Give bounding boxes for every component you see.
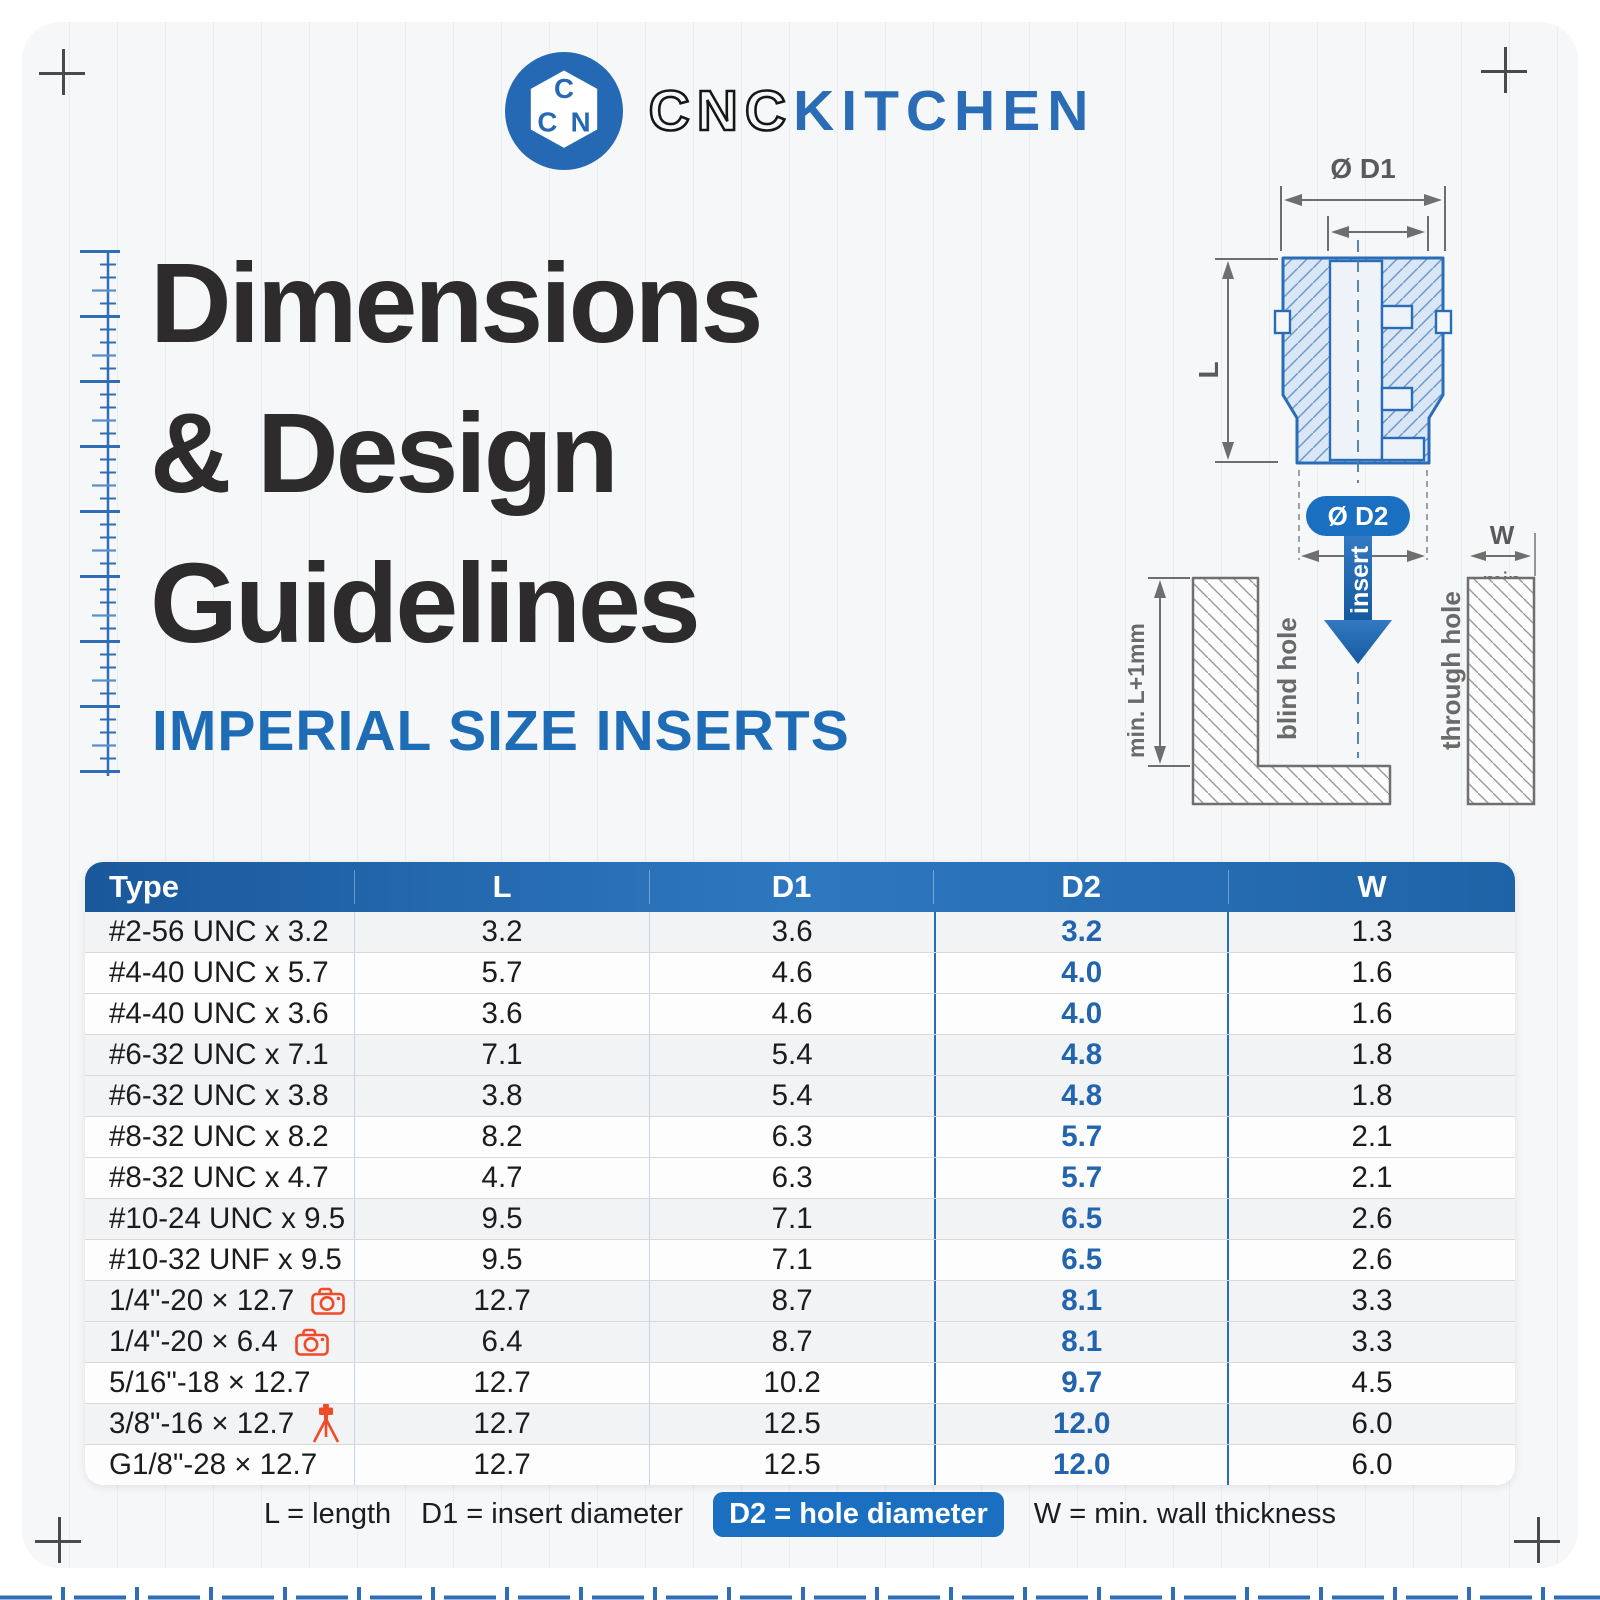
insert-type-text: 1/4"-20 × 6.4 bbox=[109, 1325, 278, 1358]
cell-d1-value: 10.2 bbox=[763, 1366, 821, 1399]
cell-d2-value: 12.0 bbox=[934, 1404, 1229, 1444]
cell-d2-value: 4.0 bbox=[934, 953, 1229, 993]
svg-text:N: N bbox=[570, 106, 591, 138]
cell-w-value: 1.3 bbox=[1351, 915, 1393, 948]
column-header-w: W bbox=[1357, 869, 1387, 904]
column-header-d1: D1 bbox=[650, 870, 935, 904]
cell-l-value: 9.5 bbox=[355, 1240, 650, 1280]
legend-l: L = length bbox=[264, 1498, 392, 1530]
cell-l-value: 5.7 bbox=[355, 953, 650, 993]
cell-type bbox=[85, 912, 355, 952]
through-hole-label: through hole bbox=[1436, 591, 1466, 750]
column-header-type: Type bbox=[85, 870, 355, 904]
blind-hole-label: blind hole bbox=[1272, 617, 1302, 740]
cell-type bbox=[85, 1117, 355, 1157]
legend bbox=[0, 1492, 1600, 1537]
cell-l-value: 3.6 bbox=[355, 994, 650, 1034]
d2-dimension-label: Ø D2 bbox=[1327, 501, 1389, 531]
cnc-kitchen-logo-icon bbox=[505, 52, 623, 170]
cell-d2-value: 6.5 bbox=[934, 1199, 1229, 1239]
cell-d1-value: 8.7 bbox=[771, 1325, 813, 1358]
cell-w-value: 2.6 bbox=[1351, 1243, 1393, 1276]
cell-d2-value: 4.0 bbox=[934, 994, 1229, 1034]
cell-d2-value: 12.0 bbox=[934, 1445, 1229, 1485]
table-row bbox=[85, 1403, 1515, 1444]
insert-technical-diagram bbox=[1118, 148, 1538, 818]
cell-type bbox=[85, 1158, 355, 1198]
column-header-l: L bbox=[355, 870, 650, 904]
table-row bbox=[85, 912, 1515, 952]
cell-l-value: 12.7 bbox=[355, 1445, 650, 1485]
title-line-2: & Design bbox=[150, 390, 616, 516]
insert-type-text: #2-56 UNC x 3.2 bbox=[109, 915, 329, 948]
cell-d1-value: 5.4 bbox=[771, 1079, 813, 1112]
table-row bbox=[85, 993, 1515, 1034]
d1-extension-lines bbox=[1281, 186, 1445, 251]
insert-type-text: #8-32 UNC x 8.2 bbox=[109, 1120, 329, 1153]
cell-d1-value: 4.6 bbox=[771, 956, 813, 989]
camera-icon bbox=[310, 1286, 346, 1316]
cell-w-value: 6.0 bbox=[1351, 1407, 1393, 1440]
cell-l-value: 12.7 bbox=[355, 1363, 650, 1403]
bottom-ruler-decoration-icon bbox=[0, 1587, 1600, 1600]
cell-d2-value: 5.7 bbox=[934, 1117, 1229, 1157]
table-row bbox=[85, 1321, 1515, 1362]
cell-type bbox=[85, 1404, 355, 1444]
svg-text:C: C bbox=[553, 73, 574, 105]
insert-type-text: 3/8"-16 × 12.7 bbox=[109, 1407, 295, 1440]
insert-type-text: #10-32 UNF x 9.5 bbox=[109, 1243, 342, 1276]
table-row bbox=[85, 1157, 1515, 1198]
tripod-icon bbox=[310, 1404, 342, 1444]
table-row bbox=[85, 1239, 1515, 1280]
camera-icon bbox=[294, 1327, 330, 1357]
cell-w-value: 1.6 bbox=[1351, 997, 1393, 1030]
cell-d1-value: 4.6 bbox=[771, 997, 813, 1030]
cell-d2-value: 4.8 bbox=[934, 1035, 1229, 1075]
insert-type-text: #8-32 UNC x 4.7 bbox=[109, 1161, 329, 1194]
legend-w: W = min. wall thickness bbox=[1033, 1498, 1336, 1530]
min-depth-label: min. L+1mm bbox=[1123, 623, 1149, 758]
table-body bbox=[85, 912, 1515, 1485]
column-header-d2: D2 bbox=[934, 870, 1229, 904]
table-row bbox=[85, 1198, 1515, 1239]
logo-kitchen-text: KITCHEN bbox=[793, 79, 1096, 143]
cell-d2-value: 8.1 bbox=[934, 1281, 1229, 1321]
cell-d1-value: 5.4 bbox=[771, 1038, 813, 1071]
table-row bbox=[85, 952, 1515, 993]
cell-d2-value: 3.2 bbox=[934, 912, 1229, 952]
cell-d1-value: 3.6 bbox=[771, 915, 813, 948]
cell-d2-value: 9.7 bbox=[934, 1363, 1229, 1403]
page-subtitle: IMPERIAL SIZE INSERTS bbox=[152, 699, 850, 763]
cell-w-value: 2.1 bbox=[1351, 1120, 1393, 1153]
table-row bbox=[85, 1444, 1515, 1485]
cell-type bbox=[85, 1363, 355, 1403]
insert-type-text: #6-32 UNC x 3.8 bbox=[109, 1079, 329, 1112]
l-dimension-label: L bbox=[1193, 361, 1224, 379]
cell-d2-value: 5.7 bbox=[934, 1158, 1229, 1198]
table-header bbox=[85, 862, 1515, 912]
svg-text:C: C bbox=[537, 106, 557, 138]
table-row bbox=[85, 1280, 1515, 1321]
cell-l-value: 12.7 bbox=[355, 1281, 650, 1321]
cell-type bbox=[85, 1199, 355, 1239]
cell-type bbox=[85, 1445, 355, 1485]
cell-d1-value: 12.5 bbox=[763, 1448, 821, 1481]
d1-dimension-label: Ø D1 bbox=[1330, 153, 1396, 184]
cell-type bbox=[85, 1322, 355, 1362]
cell-w-value: 6.0 bbox=[1351, 1448, 1393, 1481]
w-dimension-label: W bbox=[1489, 520, 1515, 550]
cell-d2-value: 8.1 bbox=[934, 1322, 1229, 1362]
cell-type bbox=[85, 1035, 355, 1075]
logo-wordmark bbox=[649, 78, 1096, 144]
cell-w-value: 2.1 bbox=[1351, 1161, 1393, 1194]
cell-type bbox=[85, 1281, 355, 1321]
cell-l-value: 9.5 bbox=[355, 1199, 650, 1239]
insert-type-text: #4-40 UNC x 3.6 bbox=[109, 997, 329, 1030]
cell-type bbox=[85, 1076, 355, 1116]
cell-w-value: 3.3 bbox=[1351, 1325, 1393, 1358]
insert-bore bbox=[1330, 261, 1382, 460]
cell-d1-value: 7.1 bbox=[771, 1243, 813, 1276]
insert-type-text: 1/4"-20 × 12.7 bbox=[109, 1284, 295, 1317]
ruler-decoration-icon bbox=[76, 250, 122, 776]
cell-w-value: 1.8 bbox=[1351, 1038, 1393, 1071]
cell-l-value: 3.8 bbox=[355, 1076, 650, 1116]
table-row bbox=[85, 1034, 1515, 1075]
cell-type bbox=[85, 953, 355, 993]
cell-type bbox=[85, 1240, 355, 1280]
insert-type-text: #10-24 UNC x 9.5 bbox=[109, 1202, 346, 1235]
legend-d2-badge: D2 = hole diameter bbox=[713, 1492, 1004, 1537]
cell-l-value: 3.2 bbox=[355, 912, 650, 952]
dimensions-table bbox=[85, 862, 1515, 1485]
cell-w-value: 4.5 bbox=[1351, 1366, 1393, 1399]
through-hole-wall bbox=[1468, 578, 1534, 804]
title-line-1: Dimensions bbox=[150, 240, 761, 366]
cell-w-value: 1.8 bbox=[1351, 1079, 1393, 1112]
cell-l-value: 4.7 bbox=[355, 1158, 650, 1198]
insert-arrow-label: insert bbox=[1346, 545, 1374, 614]
cell-l-value: 12.7 bbox=[355, 1404, 650, 1444]
insert-type-text: #4-40 UNC x 5.7 bbox=[109, 956, 329, 989]
cell-l-value: 8.2 bbox=[355, 1117, 650, 1157]
insert-type-text: 5/16"-18 × 12.7 bbox=[109, 1366, 311, 1399]
cell-d1-value: 8.7 bbox=[771, 1284, 813, 1317]
table-row bbox=[85, 1362, 1515, 1403]
cell-type bbox=[85, 994, 355, 1034]
cell-d1-value: 7.1 bbox=[771, 1202, 813, 1235]
cell-w-value: 3.3 bbox=[1351, 1284, 1393, 1317]
legend-d1: D1 = insert diameter bbox=[421, 1498, 684, 1530]
table-row bbox=[85, 1075, 1515, 1116]
cell-l-value: 7.1 bbox=[355, 1035, 650, 1075]
logo-cnc-text: CNC bbox=[648, 79, 794, 143]
cell-d1-value: 6.3 bbox=[771, 1161, 813, 1194]
title-line-3: Guidelines bbox=[150, 540, 698, 666]
cell-d2-value: 6.5 bbox=[934, 1240, 1229, 1280]
cell-d1-value: 6.3 bbox=[771, 1120, 813, 1153]
cell-d1-value: 12.5 bbox=[763, 1407, 821, 1440]
cell-w-value: 1.6 bbox=[1351, 956, 1393, 989]
cell-l-value: 6.4 bbox=[355, 1322, 650, 1362]
page-title bbox=[150, 228, 760, 678]
cell-w-value: 2.6 bbox=[1351, 1202, 1393, 1235]
cell-d2-value: 4.8 bbox=[934, 1076, 1229, 1116]
table-row bbox=[85, 1116, 1515, 1157]
insert-type-text: G1/8"-28 × 12.7 bbox=[109, 1448, 318, 1481]
insert-type-text: #6-32 UNC x 7.1 bbox=[109, 1038, 329, 1071]
